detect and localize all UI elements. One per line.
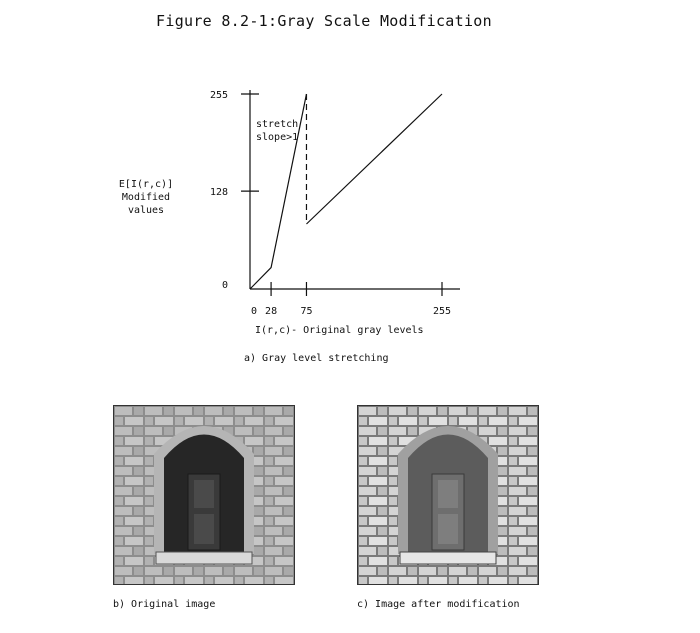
annotation-line-2: slope>1 bbox=[256, 132, 299, 143]
caption-c: c) Image after modification bbox=[357, 599, 520, 610]
caption-b: b) Original image bbox=[113, 599, 216, 610]
annotation-line-1: stretch bbox=[256, 119, 299, 130]
modified-door-photo bbox=[358, 406, 538, 584]
x-tick-label-0: 0 bbox=[250, 306, 258, 317]
original-door-photo bbox=[114, 406, 294, 584]
x-tick-label-28: 28 bbox=[265, 306, 278, 317]
figure-title: Figure 8.2-1:Gray Scale Modification bbox=[156, 12, 492, 30]
y-tick-label-128: 128 bbox=[209, 187, 228, 199]
y-tick-label-0: 0 bbox=[221, 280, 228, 291]
transform-series-2 bbox=[306, 94, 442, 224]
y-axis-label-line-1: E[I(r,c)] bbox=[118, 179, 174, 190]
y-axis-label-line-2: Modified bbox=[121, 192, 171, 203]
stretch-annotation bbox=[256, 118, 298, 144]
x-tick-label-255: 255 bbox=[432, 306, 452, 317]
x-tick-label-75: 75 bbox=[300, 306, 313, 317]
caption-a: a) Gray level stretching bbox=[244, 353, 389, 364]
original-image bbox=[113, 405, 295, 585]
y-axis-label-line-3: values bbox=[127, 205, 165, 216]
modified-image bbox=[357, 405, 539, 585]
y-tick-label-255: 255 bbox=[209, 90, 228, 101]
y-axis-label bbox=[106, 178, 186, 217]
x-axis-label: I(r,c)- Original gray levels bbox=[255, 325, 424, 336]
